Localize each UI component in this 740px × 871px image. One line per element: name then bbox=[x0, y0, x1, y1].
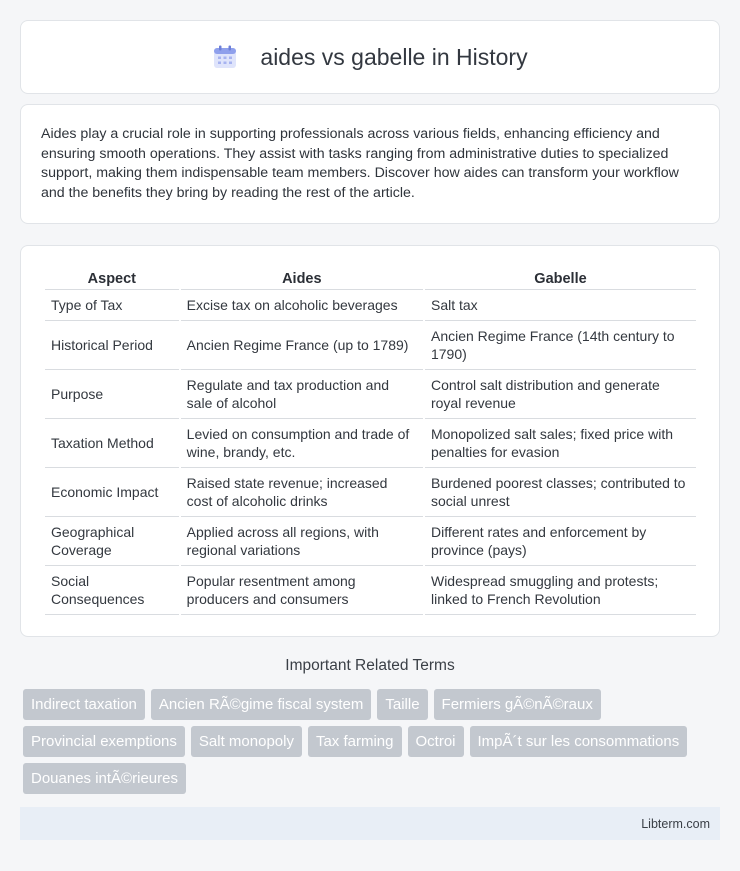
intro-card bbox=[20, 104, 720, 224]
header-aides: Aides bbox=[181, 266, 423, 290]
related-term-tag[interactable]: Octroi bbox=[408, 726, 464, 757]
table-header-row bbox=[45, 266, 696, 290]
row-gabelle: Burdened poorest classes; contributed to social unrest bbox=[425, 468, 696, 517]
calendar-icon bbox=[212, 44, 238, 70]
row-gabelle: Control salt distribution and generate royal revenue bbox=[425, 370, 696, 419]
header-aspect: Aspect bbox=[45, 266, 179, 290]
row-aspect: Purpose bbox=[45, 370, 179, 419]
row-aides: Excise tax on alcoholic beverages bbox=[181, 290, 423, 321]
related-term-tag[interactable]: Douanes intÃ©rieures bbox=[23, 763, 186, 794]
row-aspect: Geographical Coverage bbox=[45, 517, 179, 566]
row-gabelle: Salt tax bbox=[425, 290, 696, 321]
related-term-tag[interactable]: Taille bbox=[377, 689, 427, 720]
related-term-tag[interactable]: ImpÃ´t sur les consommations bbox=[470, 726, 688, 757]
table-row bbox=[45, 419, 696, 468]
footer-site-link[interactable]: Libterm.com bbox=[641, 816, 710, 831]
row-aspect: Economic Impact bbox=[45, 468, 179, 517]
related-term-tag[interactable]: Fermiers gÃ©nÃ©raux bbox=[434, 689, 601, 720]
table-row bbox=[45, 468, 696, 517]
related-terms-list bbox=[23, 689, 723, 794]
header-card bbox=[20, 20, 720, 94]
related-terms-title: Important Related Terms bbox=[285, 657, 455, 674]
row-aspect: Social Consequences bbox=[45, 566, 179, 615]
row-aides: Applied across all regions, with regional variations bbox=[181, 517, 423, 566]
row-aides: Raised state revenue; increased cost of alcoholic drinks bbox=[181, 468, 423, 517]
table-row bbox=[45, 517, 696, 566]
header-inner bbox=[212, 44, 527, 71]
row-aides: Levied on consumption and trade of wine, brandy, etc. bbox=[181, 419, 423, 468]
related-term-tag[interactable]: Ancien RÃ©gime fiscal system bbox=[151, 689, 371, 720]
row-gabelle: Different rates and enforcement by province (pays) bbox=[425, 517, 696, 566]
row-aspect: Historical Period bbox=[45, 321, 179, 370]
related-term-tag[interactable]: Indirect taxation bbox=[23, 689, 145, 720]
table-row bbox=[45, 370, 696, 419]
footer bbox=[20, 807, 720, 840]
intro-text: Aides play a crucial role in supporting professionals across various fields, enhancing efficiency and ensuring smooth operations. They assist with tasks ranging from administrative duties to specialized support, making them indispensable team members. Discover how aides can transform your workflow and the benefits they bring by reading the rest of the article. bbox=[41, 126, 679, 201]
table-row bbox=[45, 290, 696, 321]
comparison-table bbox=[43, 266, 698, 615]
row-aides: Ancien Regime France (up to 1789) bbox=[181, 321, 423, 370]
row-gabelle: Widespread smuggling and protests; linked to French Revolution bbox=[425, 566, 696, 615]
page-title: aides vs gabelle in History bbox=[260, 43, 528, 70]
row-aides: Regulate and tax production and sale of alcohol bbox=[181, 370, 423, 419]
row-gabelle: Monopolized salt sales; fixed price with penalties for evasion bbox=[425, 419, 696, 468]
table-row bbox=[45, 321, 696, 370]
related-term-tag[interactable]: Provincial exemptions bbox=[23, 726, 185, 757]
comparison-table-card bbox=[20, 245, 720, 637]
row-gabelle: Ancien Regime France (14th century to 1790) bbox=[425, 321, 696, 370]
header-gabelle: Gabelle bbox=[425, 266, 696, 290]
row-aspect: Taxation Method bbox=[45, 419, 179, 468]
related-term-tag[interactable]: Salt monopoly bbox=[191, 726, 302, 757]
related-term-tag[interactable]: Tax farming bbox=[308, 726, 402, 757]
row-aspect: Type of Tax bbox=[45, 290, 179, 321]
row-aides: Popular resentment among producers and consumers bbox=[181, 566, 423, 615]
table-row bbox=[45, 566, 696, 615]
